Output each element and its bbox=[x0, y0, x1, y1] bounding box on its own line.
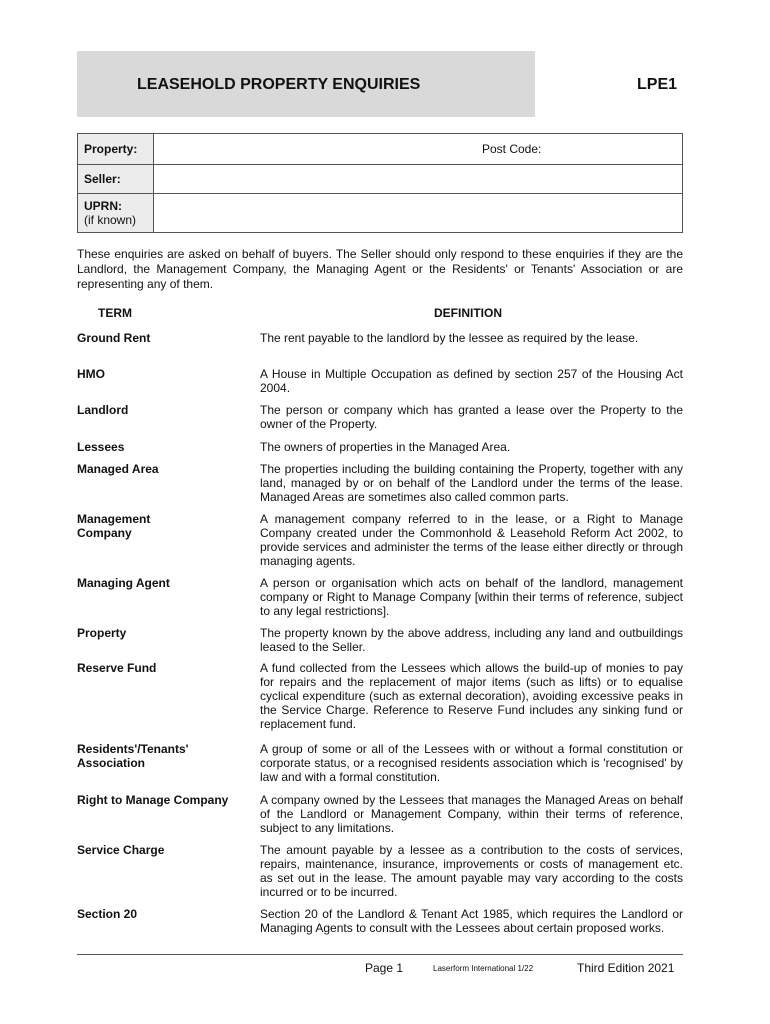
uprn-label: UPRN: bbox=[84, 199, 122, 213]
property-info-table bbox=[77, 133, 683, 233]
term-definition: A company owned by the Lessees that manages the Managed Areas on behalf of the Landlord or Management Company, within their terms of reference, subject to any limitations. bbox=[260, 793, 683, 835]
term-definition: The property known by the above address, including any land and outbuildings leased to the Seller. bbox=[260, 626, 683, 654]
property-label: Property: bbox=[78, 134, 154, 165]
term-label: Landlord bbox=[77, 403, 129, 417]
term-label: Residents'/Tenants' Association bbox=[77, 742, 189, 770]
term-label: Property bbox=[77, 626, 127, 640]
page-title: LEASEHOLD PROPERTY ENQUIRIES bbox=[137, 76, 421, 93]
term-label: Managed Area bbox=[77, 462, 159, 476]
footer-divider bbox=[77, 954, 683, 955]
term-label: Reserve Fund bbox=[77, 661, 157, 675]
publisher-credit: Laserform International 1/22 bbox=[433, 964, 534, 973]
term-definition: The owners of properties in the Managed Area. bbox=[260, 440, 511, 454]
term-label: Management Company bbox=[77, 512, 151, 540]
form-code: LPE1 bbox=[637, 76, 678, 93]
term-label: HMO bbox=[77, 367, 105, 381]
term-label: Lessees bbox=[77, 440, 125, 454]
term-label: Service Charge bbox=[77, 843, 165, 857]
term-column-header: TERM bbox=[98, 306, 132, 320]
term-label: Managing Agent bbox=[77, 576, 170, 590]
term-definition: The person or company which has granted a lease over the Property to the owner of the Property. bbox=[260, 403, 683, 431]
definition-column-header: DEFINITION bbox=[434, 306, 502, 320]
intro-paragraph: These enquiries are asked on behalf of buyers. The Seller should only respond to these enquiries if they are the Landlord, the Management Company, the Managing Agent or the Residents' or Tenants' Association or are representing any of them. bbox=[77, 247, 683, 291]
seller-label: Seller: bbox=[78, 165, 154, 194]
uprn-field[interactable] bbox=[154, 194, 683, 233]
term-definition: A person or organisation which acts on behalf of the landlord, management company or Right to Manage Company [within their terms of reference, subject to any legal restrictions]. bbox=[260, 576, 683, 618]
term-definition: A fund collected from the Lessees which allows the build-up of monies to pay for repairs and the replacement of major items (such as lifts) or to equalise cyclical expenditure (such as external decoration), avoiding excessive peaks in the Service Charge. Reference to Reserve Fund includes any sinking fund or replacement fund. bbox=[260, 661, 683, 731]
term-definition: A management company referred to in the lease, or a Right to Manage Company created under the Commonhold & Leasehold Reform Act 2002, to provide services and administer the terms of the lease either directly or through managing agents. bbox=[260, 512, 683, 568]
term-definition: Section 20 of the Landlord & Tenant Act 1985, which requires the Landlord or Managing Agents to consult with the Lessees about certain proposed works. bbox=[260, 907, 683, 935]
uprn-note: (if known) bbox=[84, 213, 137, 227]
term-definition: A House in Multiple Occupation as defined by section 257 of the Housing Act 2004. bbox=[260, 367, 683, 395]
term-label: Right to Manage Company bbox=[77, 793, 229, 807]
term-definition: The amount payable by a lessee as a contribution to the costs of services, repairs, maintenance, insurance, improvements or costs of management etc. as set out in the lease. The amount payable may vary according to the costs incurred or to be incurred. bbox=[260, 843, 683, 899]
term-label: Ground Rent bbox=[77, 331, 151, 345]
term-definition: The rent payable to the landlord by the lessee as required by the lease. bbox=[260, 331, 639, 345]
post-code-label: Post Code: bbox=[482, 142, 542, 156]
uprn-label-cell bbox=[78, 194, 154, 233]
term-definition: A group of some or all of the Lessees with or without a formal constitution or corporate status, or a recognised residents association which is 'recognised' by law and with a formal constitution. bbox=[260, 742, 683, 784]
term-label: Section 20 bbox=[77, 907, 138, 921]
edition-label: Third Edition 2021 bbox=[577, 961, 675, 975]
property-field[interactable] bbox=[154, 134, 683, 165]
term-definition: The properties including the building containing the Property, together with any land, managed by or on behalf of the Landlord under the terms of the lease. Managed Areas are sometimes also called common parts. bbox=[260, 462, 683, 504]
page-number: Page 1 bbox=[365, 961, 404, 975]
seller-field[interactable] bbox=[154, 165, 683, 194]
